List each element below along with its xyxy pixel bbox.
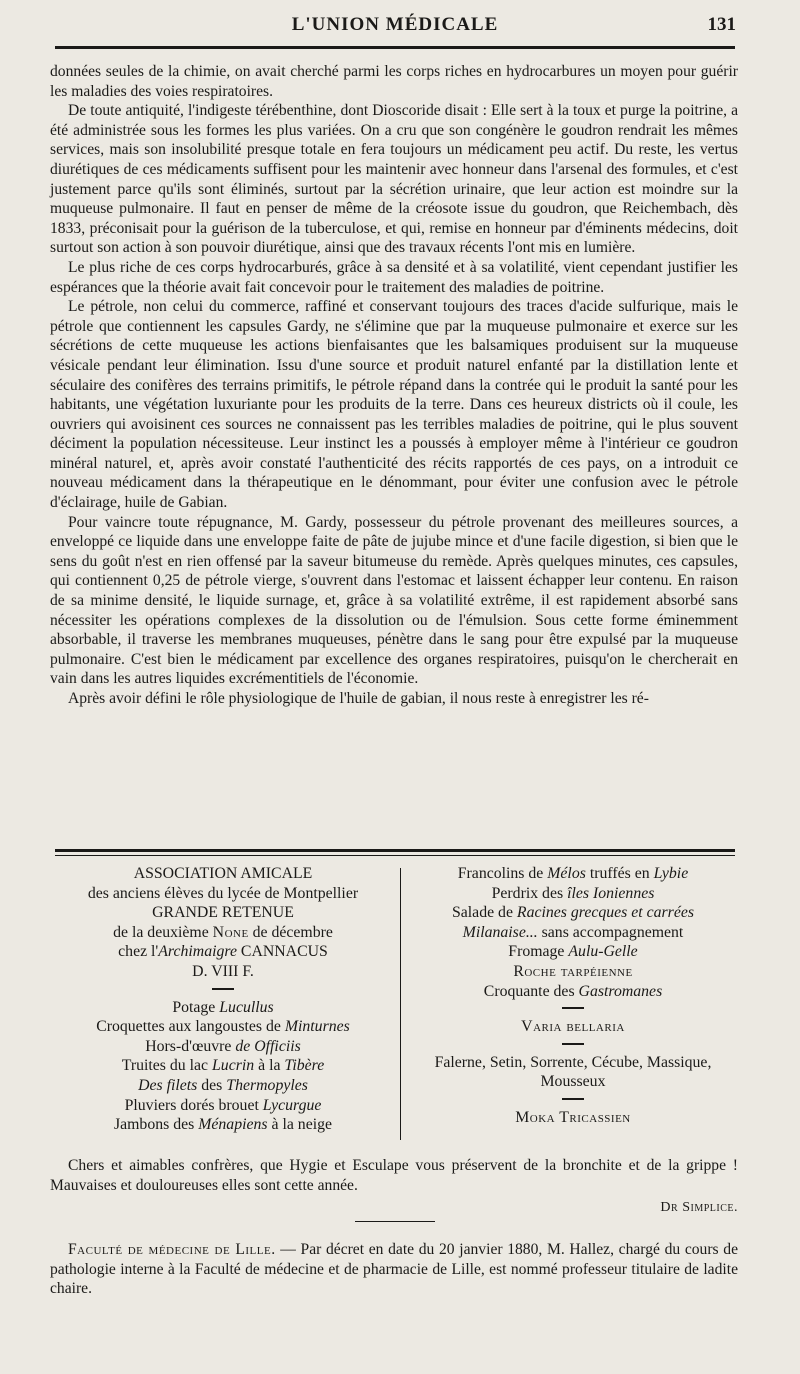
- menu-dash: [562, 1007, 584, 1009]
- menu-line: de la deuxième None de décembre: [113, 923, 333, 941]
- menu-dish: Croquettes aux langoustes de Minturnes: [96, 1018, 350, 1036]
- faculty-notice: [50, 1240, 738, 1299]
- menu-heading: Varia bellaria: [521, 1018, 625, 1036]
- header-rule: [55, 46, 735, 49]
- menu-dish: Pluviers dorés brouet Lycurgue: [124, 1096, 322, 1114]
- menu-dash: [562, 1043, 584, 1045]
- section-rule-thick: [55, 849, 735, 852]
- closing-text: Chers et aimables confrères, que Hygie et Esculape vous préservent de la bronchite et de la grippe ! Mauvaises et douloureuses elles sont cette année.: [50, 1157, 738, 1194]
- menu-dish: Croquante des Gastromanes: [483, 982, 663, 1000]
- menu-line: ASSOCIATION AMICALE: [133, 865, 313, 882]
- menu-dish: Milanaise... sans accompagnement: [462, 923, 684, 941]
- signature: Dr Simplice.: [660, 1200, 738, 1215]
- menu-dish: Fromage Aulu-Gelle: [508, 943, 638, 961]
- banquet-menu: [48, 864, 742, 1144]
- menu-wines: Mousseux: [540, 1073, 606, 1091]
- menu-line: D. VIII F.: [192, 962, 254, 980]
- menu-dish: Des filets des Thermopyles: [138, 1076, 308, 1094]
- article-paragraph: Pour vaincre toute répugnance, M. Gardy, possesseur du pétrole provenant des meilleures sources, a enveloppé ce liquide dans une enveloppe faite de pâte de jujube mince et d'une facile digestion, si bien que le sens du goût n'est en rien offensé par la saveur bitumeuse du remède. Après quelques minutes, ces capsules, qui contiennent 0,25 de pétrole vierge, s'ouvrent dans l'estomac et laissent échapper leur contenu. En raison de sa minime densité, le liquide surnage, et, grâce à sa volatilité extrême, il est rapidement absorbé sans nécessiter les opérations complexes de la dissolution ou de l'émulsion. Sous cette forme éminemment absorbable, il traverse les membranes muqueuses, pénètre dans le sang pour être expulsé par la muqueuse pulmonaire. C'est bien le médicament par excellence des organes respiratoires, puisqu'on le chercherait en vain dans les autres liquides excrémentitiels de l'économie.: [50, 513, 738, 688]
- column-divider: [400, 868, 401, 1140]
- notice-text: — Par décret en date du 20 janvier 1880, M. Hallez, chargé du cours de pathologie interne à la Faculté de médecine et de pharmacie de Lille, est nommé professeur titulaire de ladite chaire.: [50, 1241, 738, 1298]
- journal-title: L'UNION MÉDICALE: [291, 14, 499, 35]
- page-number: 131: [707, 14, 736, 35]
- separator-rule: [355, 1221, 435, 1222]
- article-body: [50, 62, 738, 709]
- menu-dash: [212, 988, 234, 990]
- menu-dish: Truites du lac Lucrin à la Tibère: [121, 1057, 325, 1075]
- running-header: [50, 14, 740, 44]
- notice-lead: Faculté de médecine de Lille.: [68, 1241, 276, 1258]
- menu-dish: Roche tarpéienne: [513, 962, 633, 980]
- menu-dash: [562, 1098, 584, 1100]
- menu-wines: Falerne, Setin, Sorrente, Cécube, Massique,: [434, 1053, 712, 1071]
- article-paragraph: Le pétrole, non celui du commerce, raffiné et conservant toujours des traces d'acide sulfurique, mais le pétrole que contiennent les capsules Gardy, ne s'élimine que par la muqueuse pulmonaire et exerce sur les sécrétions de cette muqueuse les actions bienfaisantes que les balsamiques produisent sur la muqueuse vésicale pendant leur élimination. Issu d'une source et produit naturel enfanté par la distillation lente et séculaire des conifères des terrains primitifs, le pétrole répand dans la contrée qui le produit la santé pour les habitants, une végétation luxuriante pour les produits de la terre. Dans ces heureux districts où il coule, les ouvriers qui avoisinent ces sources ne connaissent pas les terribles maladies de poitrine, qui le plus souvent déciment la population nécessiteuse. Leur instinct les a poussés à employer même à l'intérieur ce goudron minéral naturel, et, après avoir constaté l'authenticité des récits rapportés de ces pays, on a introduit ce nouveau médicament dans la thérapeutique en le dénommant, pour éviter une confusion avec le pétrole d'éclairage, huile de Gabian.: [50, 298, 738, 512]
- menu-dish: Jambons des Ménapiens à la neige: [113, 1116, 333, 1134]
- article-paragraph: Le plus riche de ces corps hydrocarburés, grâce à sa densité et à sa volatilité, vient cependant justifier les espérances que la théorie avait fait concevoir pour le traitement des maladies de poitrine.: [50, 258, 738, 296]
- article-paragraph: données seules de la chimie, on avait cherché parmi les corps riches en hydrocarbures un moyen pour guérir les maladies des voies respiratoires.: [50, 63, 738, 100]
- menu-left-column: [48, 864, 398, 1135]
- closing-wishes: [50, 1156, 738, 1195]
- menu-dish: Perdrix des îles Ioniennes: [491, 884, 655, 902]
- menu-line: GRANDE RETENUE: [152, 904, 294, 922]
- menu-dish: Potage Lucullus: [172, 998, 274, 1016]
- section-rule-thin: [55, 855, 735, 856]
- article-paragraph: De toute antiquité, l'indigeste térébenthine, dont Dioscoride disait : Elle sert à la toux et purge la poitrine, a été administrée sous les formes les plus variées. On a cru que son congénère le goudron rendrait les mêmes services, mais son insolubilité presque totale en fera toujours un médicament peu actif. Du reste, les vertus diurétiques de ces médicaments suffisent pour les maintenir avec honneur dans l'arsenal des formules, et c'est justement parce qu'ils sont éliminés, surtout par la sécrétion urinaire, que leur action est moindre sur la muqueuse pulmonaire. Il faut en penser de même de la créosote issue du goudron, que Reichembach, dès 1833, préconisait pour la guérison de la tuberculose, et qui, remise en honneur par d'éminents médecins, doit surtout son action à son pouvoir diurétique, ainsi que des travaux récents l'ont mis en lumière.: [50, 102, 738, 257]
- menu-dish: Moka Tricassien: [515, 1108, 631, 1126]
- menu-dish: Salade de Racines grecques et carrées: [452, 904, 694, 922]
- menu-dish: Francolins de Mélos truffés en Lybie: [457, 865, 689, 882]
- menu-line: des anciens élèves du lycée de Montpellier: [87, 884, 359, 902]
- menu-line: chez l'Archimaigre CANNACUS: [118, 943, 328, 961]
- menu-right-column: [404, 864, 742, 1128]
- article-paragraph: Après avoir défini le rôle physiologique de l'huile de gabian, il nous reste à enregistrer les ré-: [68, 690, 649, 707]
- menu-dish: Hors-d'œuvre de Officiis: [145, 1037, 301, 1055]
